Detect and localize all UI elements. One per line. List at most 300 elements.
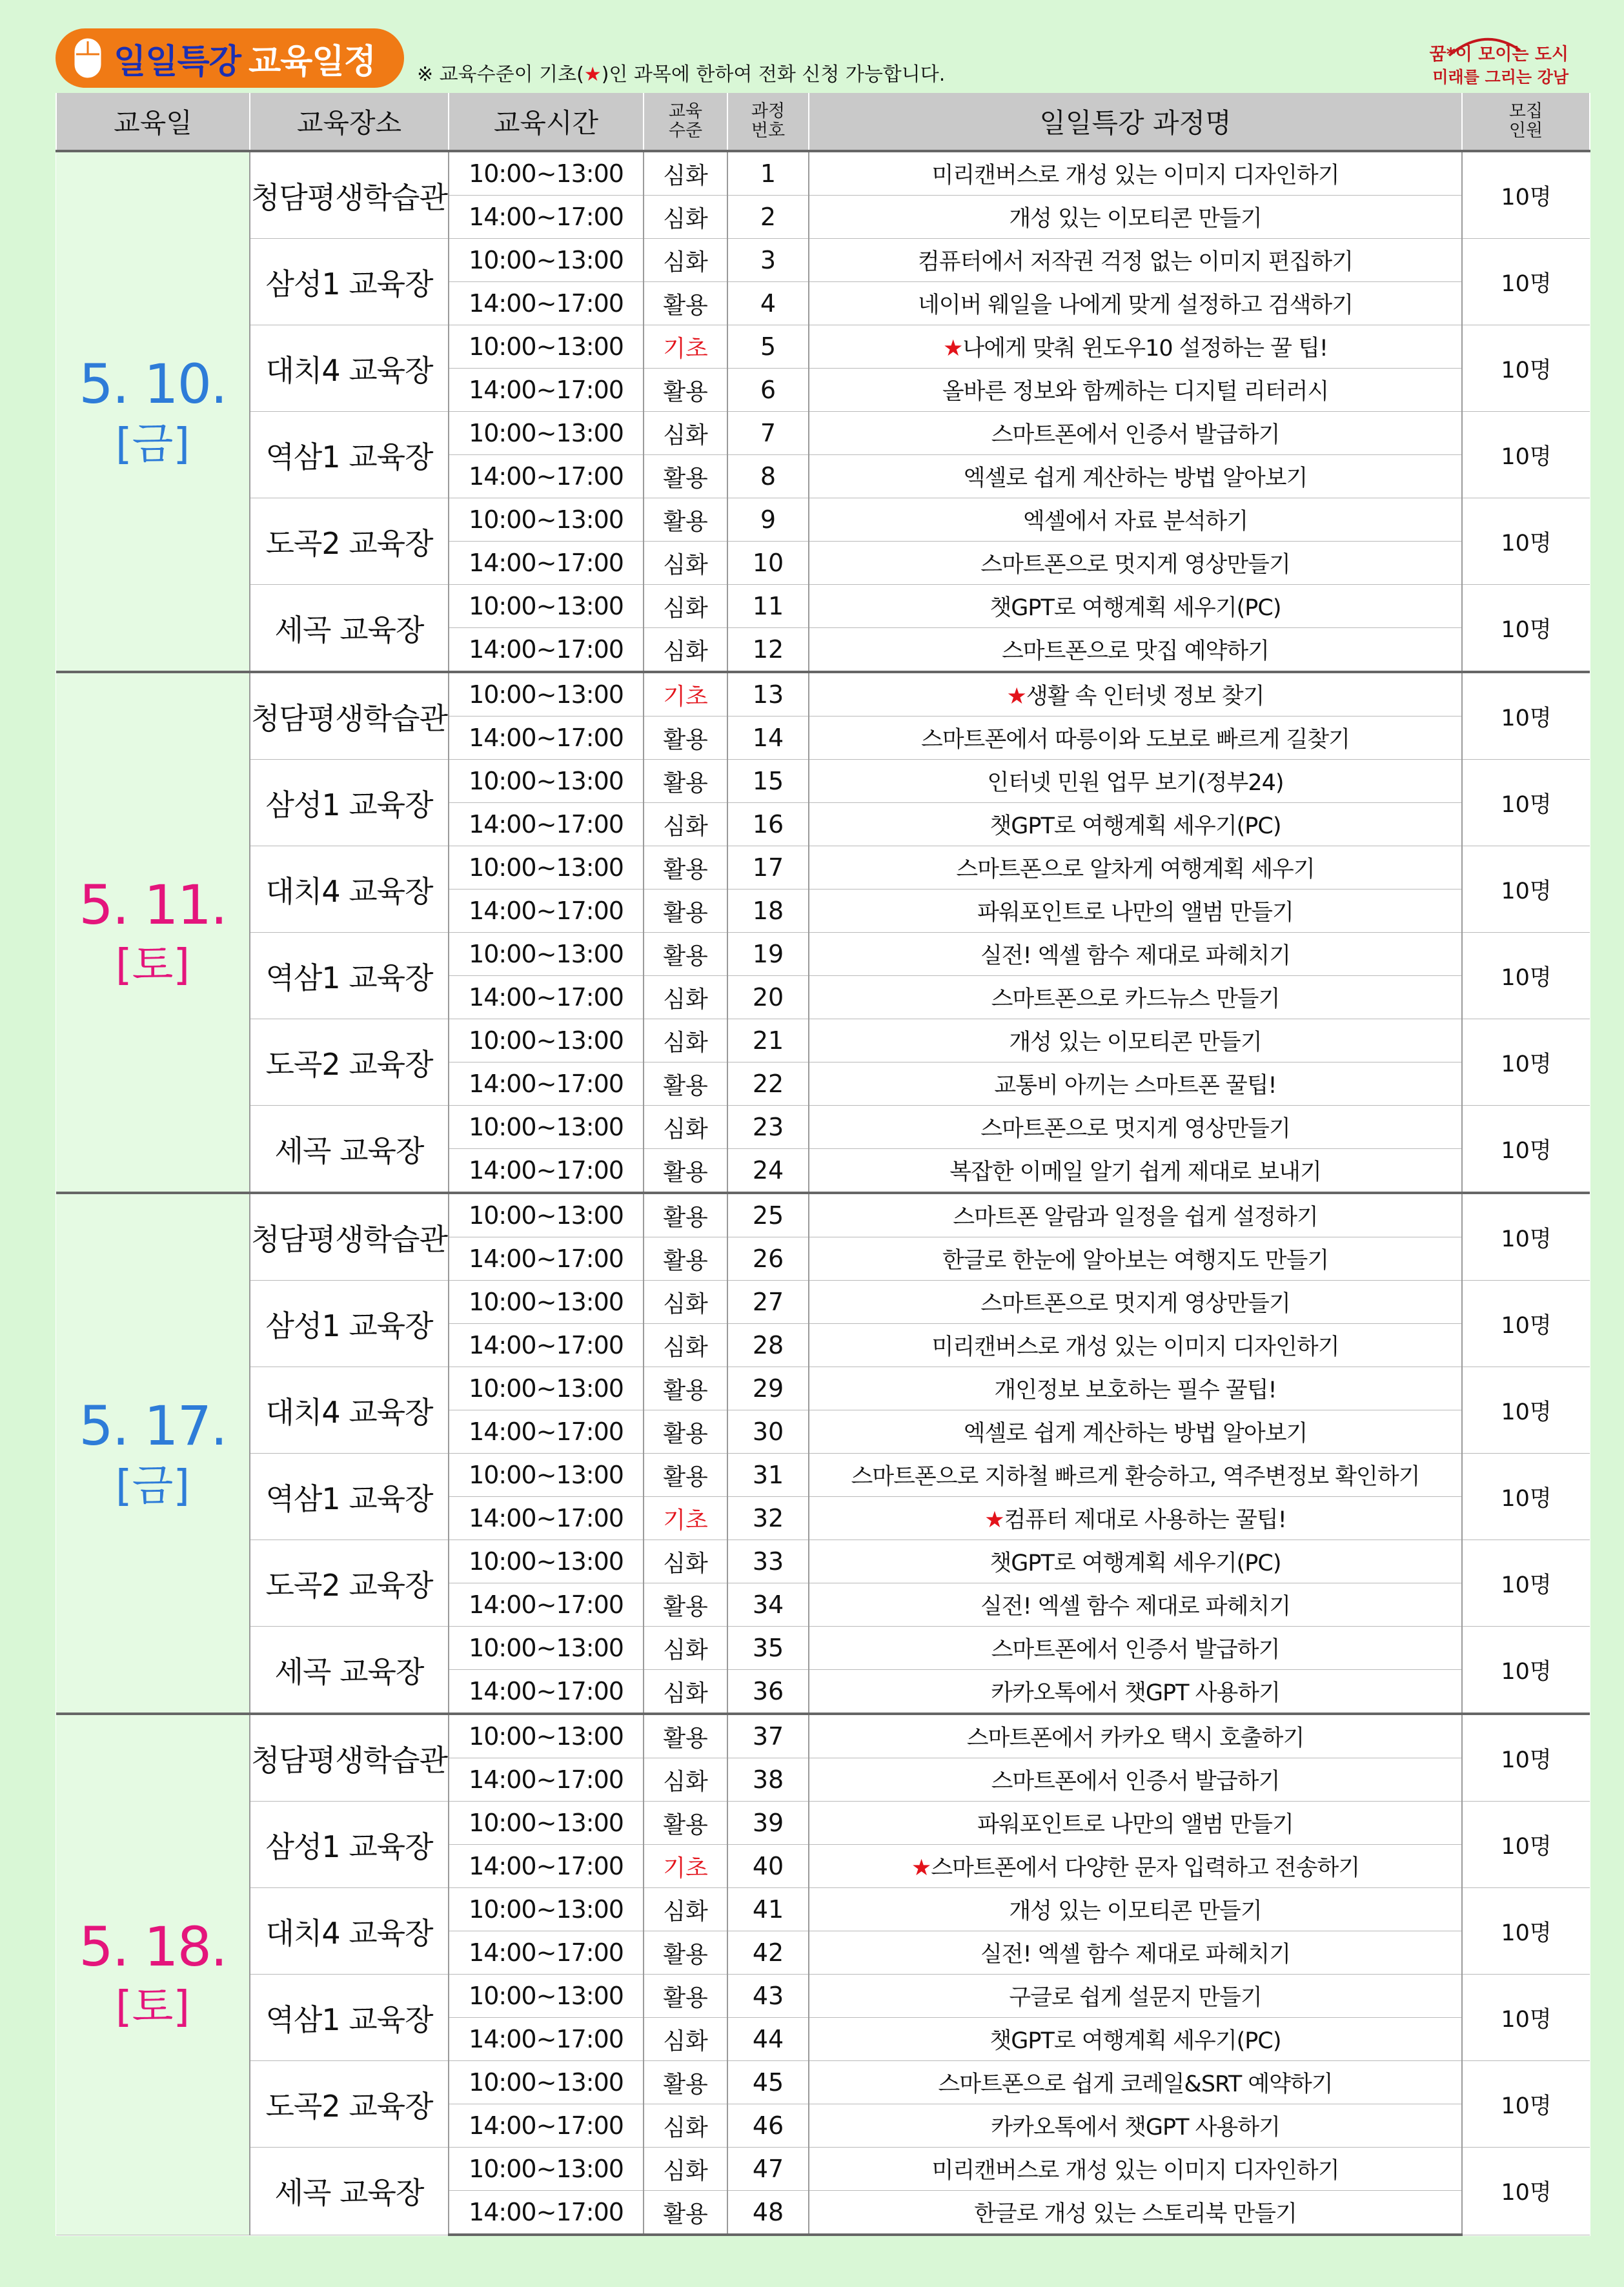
- table-row: [56, 1454, 1590, 1497]
- date-cell: [56, 1193, 250, 1714]
- course-name-cell: [809, 803, 1462, 846]
- course-number-cell: 26: [727, 1237, 809, 1281]
- course-number-cell: 12: [727, 628, 809, 673]
- course-title: 스마트폰에서 따릉이와 도보로 빠르게 길찾기: [921, 727, 1350, 753]
- capacity-cell: 10명: [1462, 1540, 1590, 1627]
- course-number-cell: 23: [727, 1106, 809, 1149]
- time-cell: 14:00~17:00: [449, 1845, 644, 1888]
- capacity-cell: 10명: [1462, 585, 1590, 673]
- course-number-cell: 15: [727, 760, 809, 803]
- venue-cell: 대치4 교육장: [250, 1367, 449, 1454]
- course-number-cell: 20: [727, 976, 809, 1019]
- course-title: 실전! 엑셀 함수 제대로 파헤치기: [980, 1942, 1291, 1967]
- title-part1: 일일특강: [114, 42, 241, 81]
- course-number-cell: 6: [727, 369, 809, 412]
- course-name-cell: [809, 239, 1462, 282]
- weekday-label: [토]: [115, 1982, 190, 2032]
- course-name-cell: [809, 369, 1462, 412]
- capacity-cell: 10명: [1462, 1975, 1590, 2061]
- course-number-cell: 47: [727, 2148, 809, 2191]
- capacity-cell: 10명: [1462, 1106, 1590, 1194]
- venue-cell: 삼성1 교육장: [250, 239, 449, 325]
- course-title: 생활 속 인터넷 정보 찾기: [1026, 684, 1264, 709]
- level-cell: 활용: [644, 369, 727, 412]
- time-cell: 10:00~13:00: [449, 1281, 644, 1324]
- time-cell: 10:00~13:00: [449, 1106, 644, 1149]
- course-title: 스마트폰에서 인증서 발급하기: [991, 422, 1280, 448]
- table-row: [56, 760, 1590, 803]
- level-cell: 심화: [644, 196, 727, 239]
- venue-cell: 도곡2 교육장: [250, 2061, 449, 2148]
- course-title: 개성 있는 이모티콘 만들기: [1009, 206, 1262, 232]
- course-number-cell: 48: [727, 2191, 809, 2235]
- course-name-cell: [809, 1019, 1462, 1062]
- course-number-cell: 14: [727, 717, 809, 760]
- course-title: 엑셀로 쉽게 계산하는 방법 알아보기: [963, 465, 1308, 491]
- course-name-cell: [809, 151, 1462, 196]
- level-cell: 심화: [644, 628, 727, 673]
- level-cell: 활용: [644, 1802, 727, 1845]
- course-name-cell: [809, 282, 1462, 325]
- table-row: [56, 672, 1590, 717]
- course-title: 한글로 개성 있는 스토리북 만들기: [974, 2201, 1297, 2227]
- level-cell: 활용: [644, 1149, 727, 1194]
- table-row: [56, 846, 1590, 889]
- level-cell: 활용: [644, 1975, 727, 2018]
- level-cell: 기초: [644, 672, 727, 717]
- course-name-cell: [809, 1367, 1462, 1410]
- level-cell: 활용: [644, 498, 727, 542]
- course-title: 복잡한 이메일 알기 쉽게 제대로 보내기: [949, 1159, 1321, 1185]
- title-banner: [56, 28, 404, 88]
- venue-cell: 도곡2 교육장: [250, 1019, 449, 1106]
- course-name-cell: [809, 889, 1462, 933]
- course-name-cell: [809, 542, 1462, 585]
- course-number-cell: 31: [727, 1454, 809, 1497]
- course-number-cell: 24: [727, 1149, 809, 1194]
- table-row: [56, 585, 1590, 628]
- level-cell: 기초: [644, 1497, 727, 1540]
- table-row: [56, 498, 1590, 542]
- course-number-cell: 10: [727, 542, 809, 585]
- course-title: 컴퓨터에서 저작권 걱정 없는 이미지 편집하기: [917, 249, 1354, 275]
- course-number-cell: 5: [727, 325, 809, 369]
- time-cell: 10:00~13:00: [449, 1975, 644, 2018]
- course-title: 개성 있는 이모티콘 만들기: [1009, 1898, 1262, 1924]
- level-cell: 활용: [644, 889, 727, 933]
- course-title: 스마트폰으로 멋지게 영상만들기: [980, 1291, 1290, 1317]
- level-cell: 활용: [644, 1367, 727, 1410]
- course-title: 실전! 엑셀 함수 제대로 파헤치기: [980, 943, 1291, 969]
- time-cell: 10:00~13:00: [449, 846, 644, 889]
- logo-line2: 미래를 그리는 강남: [1432, 68, 1568, 86]
- course-number-cell: 44: [727, 2018, 809, 2061]
- venue-cell: 도곡2 교육장: [250, 1540, 449, 1627]
- time-cell: 14:00~17:00: [449, 542, 644, 585]
- course-number-cell: 30: [727, 1410, 809, 1454]
- time-cell: 14:00~17:00: [449, 196, 644, 239]
- capacity-cell: 10명: [1462, 239, 1590, 325]
- time-cell: 14:00~17:00: [449, 717, 644, 760]
- basic-star-icon: ★: [1006, 684, 1026, 709]
- level-cell: 심화: [644, 151, 727, 196]
- date-label: 5. 10.: [79, 352, 227, 416]
- course-name-cell: [809, 628, 1462, 673]
- capacity-cell: 10명: [1462, 151, 1590, 239]
- time-cell: 14:00~17:00: [449, 1758, 644, 1802]
- time-cell: 10:00~13:00: [449, 1802, 644, 1845]
- col-time-header: 교육시간: [449, 93, 644, 151]
- table-row: [56, 412, 1590, 455]
- course-name-cell: [809, 2061, 1462, 2104]
- time-cell: 10:00~13:00: [449, 760, 644, 803]
- course-number-cell: 2: [727, 196, 809, 239]
- course-title: 스마트폰에서 카카오 택시 호출하기: [966, 1725, 1304, 1751]
- course-name-cell: [809, 1193, 1462, 1237]
- time-cell: 14:00~17:00: [449, 1497, 644, 1540]
- table-row: [56, 151, 1590, 196]
- level-cell: 심화: [644, 585, 727, 628]
- basic-star-icon: ★: [984, 1507, 1004, 1533]
- course-number-cell: 32: [727, 1497, 809, 1540]
- course-number-cell: 41: [727, 1888, 809, 1931]
- course-title: 컴퓨터 제대로 사용하는 꿀팁!: [1004, 1507, 1286, 1533]
- capacity-cell: 10명: [1462, 1627, 1590, 1714]
- course-title: 파워포인트로 나만의 앨범 만들기: [977, 900, 1294, 926]
- course-name-cell: [809, 1062, 1462, 1106]
- course-number-cell: 3: [727, 239, 809, 282]
- time-cell: 14:00~17:00: [449, 1324, 644, 1367]
- venue-cell: 삼성1 교육장: [250, 1802, 449, 1888]
- time-cell: 10:00~13:00: [449, 1888, 644, 1931]
- level-cell: 심화: [644, 976, 727, 1019]
- course-title: 스마트폰으로 멋지게 영상만들기: [980, 552, 1290, 578]
- gangnam-logo: [1375, 31, 1568, 89]
- time-cell: 10:00~13:00: [449, 239, 644, 282]
- course-title: 구글로 쉽게 설문지 만들기: [1009, 1985, 1262, 2011]
- course-name-cell: [809, 412, 1462, 455]
- course-title: 스마트폰 알람과 일정을 쉽게 설정하기: [953, 1204, 1318, 1230]
- table-row: [56, 1281, 1590, 1324]
- course-title: 엑셀로 쉽게 계산하는 방법 알아보기: [963, 1421, 1308, 1447]
- venue-cell: 삼성1 교육장: [250, 760, 449, 846]
- course-number-cell: 8: [727, 455, 809, 498]
- table-row: [56, 1888, 1590, 1931]
- time-cell: 10:00~13:00: [449, 672, 644, 717]
- level-cell: 심화: [644, 542, 727, 585]
- capacity-cell: 10명: [1462, 1281, 1590, 1367]
- course-name-cell: [809, 1324, 1462, 1367]
- venue-cell: 세곡 교육장: [250, 2148, 449, 2235]
- course-number-cell: 16: [727, 803, 809, 846]
- time-cell: 14:00~17:00: [449, 803, 644, 846]
- time-cell: 10:00~13:00: [449, 1019, 644, 1062]
- time-cell: 10:00~13:00: [449, 933, 644, 976]
- capacity-cell: 10명: [1462, 498, 1590, 585]
- course-name-cell: [809, 1540, 1462, 1583]
- time-cell: 10:00~13:00: [449, 1193, 644, 1237]
- level-cell: 심화: [644, 2148, 727, 2191]
- level-cell: 활용: [644, 1583, 727, 1627]
- logo-line1: 꿈*이 모이는 도시: [1429, 45, 1568, 65]
- course-name-cell: [809, 976, 1462, 1019]
- level-cell: 활용: [644, 1714, 727, 1758]
- level-cell: 심화: [644, 1019, 727, 1062]
- course-title: 미리캔버스로 개성 있는 이미지 디자인하기: [931, 163, 1339, 188]
- capacity-cell: 10명: [1462, 2148, 1590, 2235]
- time-cell: 14:00~17:00: [449, 2018, 644, 2061]
- venue-cell: 청담평생학습관: [250, 672, 449, 760]
- venue-cell: 역삼1 교육장: [250, 1975, 449, 2061]
- time-cell: 10:00~13:00: [449, 1627, 644, 1670]
- date-cell: [56, 1714, 250, 2235]
- level-cell: 심화: [644, 239, 727, 282]
- capacity-cell: 10명: [1462, 1454, 1590, 1540]
- course-name-cell: [809, 325, 1462, 369]
- course-title: 스마트폰으로 지하철 빠르게 환승하고, 역주변정보 확인하기: [851, 1464, 1420, 1490]
- date-cell: [56, 672, 250, 1193]
- capacity-cell: 10명: [1462, 1019, 1590, 1106]
- course-name-cell: [809, 2148, 1462, 2191]
- course-name-cell: [809, 2018, 1462, 2061]
- course-title: 스마트폰으로 쉽게 코레일&SRT 예약하기: [938, 2071, 1333, 2097]
- time-cell: 14:00~17:00: [449, 1062, 644, 1106]
- col-level-header: 교육 수준: [644, 93, 727, 151]
- course-number-cell: 34: [727, 1583, 809, 1627]
- course-number-cell: 40: [727, 1845, 809, 1888]
- level-cell: 활용: [644, 717, 727, 760]
- course-name-cell: [809, 1281, 1462, 1324]
- course-title: 스마트폰에서 인증서 발급하기: [991, 1637, 1280, 1663]
- course-title: 챗GPT로 여행계획 세우기(PC): [990, 1550, 1281, 1576]
- course-title: 스마트폰으로 카드뉴스 만들기: [991, 986, 1280, 1012]
- time-cell: 10:00~13:00: [449, 2148, 644, 2191]
- course-title: 스마트폰으로 맛집 예약하기: [1002, 638, 1269, 664]
- capacity-cell: 10명: [1462, 933, 1590, 1019]
- course-name-cell: [809, 1931, 1462, 1975]
- date-cell: [56, 151, 250, 672]
- col-venue-header: 교육장소: [250, 93, 449, 151]
- venue-cell: 삼성1 교육장: [250, 1281, 449, 1367]
- course-number-cell: 17: [727, 846, 809, 889]
- level-cell: 심화: [644, 2018, 727, 2061]
- capacity-cell: 10명: [1462, 1714, 1590, 1802]
- capacity-cell: 10명: [1462, 1802, 1590, 1888]
- course-name-cell: [809, 846, 1462, 889]
- course-number-cell: 46: [727, 2104, 809, 2148]
- venue-cell: 세곡 교육장: [250, 585, 449, 673]
- time-cell: 14:00~17:00: [449, 1670, 644, 1714]
- course-number-cell: 4: [727, 282, 809, 325]
- course-name-cell: [809, 1802, 1462, 1845]
- course-name-cell: [809, 2191, 1462, 2235]
- table-row: [56, 1193, 1590, 1237]
- course-name-cell: [809, 1888, 1462, 1931]
- course-name-cell: [809, 1106, 1462, 1149]
- capacity-cell: 10명: [1462, 672, 1590, 760]
- table-row: [56, 2061, 1590, 2104]
- level-cell: 심화: [644, 1281, 727, 1324]
- course-title: 챗GPT로 여행계획 세우기(PC): [990, 2028, 1281, 2054]
- table-row: [56, 1540, 1590, 1583]
- schedule-table: [56, 93, 1590, 2236]
- course-title: 실전! 엑셀 함수 제대로 파헤치기: [980, 1594, 1291, 1620]
- course-title: 카카오톡에서 챗GPT 사용하기: [991, 1680, 1280, 1706]
- level-cell: 심화: [644, 1670, 727, 1714]
- time-cell: 14:00~17:00: [449, 628, 644, 673]
- time-cell: 10:00~13:00: [449, 1714, 644, 1758]
- table-row: [56, 1019, 1590, 1062]
- col-date-header: 교육일: [56, 93, 250, 151]
- level-cell: 활용: [644, 1410, 727, 1454]
- table-row: [56, 325, 1590, 369]
- level-cell: 활용: [644, 2061, 727, 2104]
- date-label: 5. 18.: [79, 1915, 227, 1979]
- course-title: 카카오톡에서 챗GPT 사용하기: [991, 2115, 1280, 2140]
- course-number-cell: 7: [727, 412, 809, 455]
- basic-star-icon: ★: [911, 1855, 931, 1881]
- course-number-cell: 9: [727, 498, 809, 542]
- notice-star: ★: [584, 63, 602, 86]
- venue-cell: 대치4 교육장: [250, 325, 449, 412]
- level-cell: 심화: [644, 1106, 727, 1149]
- course-name-cell: [809, 1149, 1462, 1194]
- course-title: 나에게 맞춰 윈도우10 설정하는 꿀 팁!: [962, 336, 1328, 361]
- course-number-cell: 45: [727, 2061, 809, 2104]
- course-name-cell: [809, 672, 1462, 717]
- table-row: [56, 1627, 1590, 1670]
- time-cell: 14:00~17:00: [449, 889, 644, 933]
- level-cell: 활용: [644, 1454, 727, 1497]
- course-number-cell: 18: [727, 889, 809, 933]
- level-cell: 활용: [644, 1062, 727, 1106]
- time-cell: 14:00~17:00: [449, 1149, 644, 1194]
- venue-cell: 역삼1 교육장: [250, 412, 449, 498]
- level-cell: 심화: [644, 1888, 727, 1931]
- course-name-cell: [809, 585, 1462, 628]
- col-number-header: 과정 번호: [727, 93, 809, 151]
- level-cell: 활용: [644, 1237, 727, 1281]
- course-name-cell: [809, 1975, 1462, 2018]
- venue-cell: 역삼1 교육장: [250, 933, 449, 1019]
- level-cell: 심화: [644, 1324, 727, 1367]
- course-name-cell: [809, 455, 1462, 498]
- course-number-cell: 1: [727, 151, 809, 196]
- course-name-cell: [809, 933, 1462, 976]
- course-title: 개인정보 보호하는 필수 꿀팁!: [994, 1377, 1277, 1403]
- level-cell: 활용: [644, 282, 727, 325]
- capacity-cell: 10명: [1462, 325, 1590, 412]
- time-cell: 10:00~13:00: [449, 498, 644, 542]
- course-number-cell: 43: [727, 1975, 809, 2018]
- course-title: 교통비 아끼는 스마트폰 꿀팁!: [994, 1073, 1277, 1099]
- course-number-cell: 42: [727, 1931, 809, 1975]
- notice-after: )인 과목에 한하여 전화 신청 가능합니다.: [601, 63, 946, 86]
- course-title: 미리캔버스로 개성 있는 이미지 디자인하기: [931, 1334, 1339, 1360]
- table-row: [56, 1367, 1590, 1410]
- course-number-cell: 28: [727, 1324, 809, 1367]
- course-name-cell: [809, 196, 1462, 239]
- date-label: 5. 17.: [79, 1394, 227, 1458]
- table-row: [56, 1802, 1590, 1845]
- course-number-cell: 13: [727, 672, 809, 717]
- level-cell: 심화: [644, 1758, 727, 1802]
- course-number-cell: 25: [727, 1193, 809, 1237]
- level-cell: 활용: [644, 760, 727, 803]
- course-name-cell: [809, 1714, 1462, 1758]
- course-title: 파워포인트로 나만의 앨범 만들기: [977, 1812, 1294, 1838]
- level-cell: 활용: [644, 2191, 727, 2235]
- weekday-label: [금]: [115, 1460, 190, 1510]
- level-cell: 활용: [644, 1931, 727, 1975]
- course-name-cell: [809, 1410, 1462, 1454]
- capacity-cell: 10명: [1462, 1367, 1590, 1454]
- date-label: 5. 11.: [79, 873, 227, 937]
- time-cell: 14:00~17:00: [449, 369, 644, 412]
- table-row: [56, 239, 1590, 282]
- venue-cell: 세곡 교육장: [250, 1106, 449, 1194]
- time-cell: 10:00~13:00: [449, 1454, 644, 1497]
- course-title: 인터넷 민원 업무 보기(정부24): [987, 770, 1284, 796]
- course-title: 스마트폰에서 다양한 문자 입력하고 전송하기: [931, 1855, 1360, 1881]
- time-cell: 14:00~17:00: [449, 1931, 644, 1975]
- course-name-cell: [809, 2104, 1462, 2148]
- course-name-cell: [809, 1845, 1462, 1888]
- course-title: 네이버 웨일을 나에게 맞게 설정하고 검색하기: [917, 292, 1354, 318]
- time-cell: 10:00~13:00: [449, 1540, 644, 1583]
- course-number-cell: 19: [727, 933, 809, 976]
- course-number-cell: 35: [727, 1627, 809, 1670]
- level-cell: 활용: [644, 933, 727, 976]
- course-number-cell: 33: [727, 1540, 809, 1583]
- page-header: [56, 25, 1568, 92]
- course-number-cell: 21: [727, 1019, 809, 1062]
- course-number-cell: 27: [727, 1281, 809, 1324]
- course-name-cell: [809, 1758, 1462, 1802]
- time-cell: 14:00~17:00: [449, 976, 644, 1019]
- capacity-cell: 10명: [1462, 1888, 1590, 1975]
- venue-cell: 대치4 교육장: [250, 846, 449, 933]
- venue-cell: 청담평생학습관: [250, 1714, 449, 1802]
- schedule-body: [56, 151, 1590, 2235]
- time-cell: 10:00~13:00: [449, 1367, 644, 1410]
- mouse-icon: [74, 37, 102, 79]
- table-row: [56, 933, 1590, 976]
- title-part2: 교육일정: [248, 42, 376, 81]
- weekday-label: [토]: [115, 939, 190, 990]
- level-cell: 심화: [644, 412, 727, 455]
- course-title: 엑셀에서 자료 분석하기: [1022, 509, 1248, 534]
- course-number-cell: 11: [727, 585, 809, 628]
- level-cell: 활용: [644, 455, 727, 498]
- course-number-cell: 36: [727, 1670, 809, 1714]
- level-cell: 기초: [644, 325, 727, 369]
- course-title: 한글로 한눈에 알아보는 여행지도 만들기: [942, 1248, 1329, 1274]
- time-cell: 14:00~17:00: [449, 2191, 644, 2235]
- course-name-cell: [809, 1497, 1462, 1540]
- course-number-cell: 37: [727, 1714, 809, 1758]
- weekday-label: [금]: [115, 418, 190, 469]
- course-name-cell: [809, 760, 1462, 803]
- table-row: [56, 2148, 1590, 2191]
- course-number-cell: 22: [727, 1062, 809, 1106]
- course-name-cell: [809, 1627, 1462, 1670]
- course-name-cell: [809, 1237, 1462, 1281]
- table-row: [56, 1714, 1590, 1758]
- time-cell: 10:00~13:00: [449, 2061, 644, 2104]
- venue-cell: 역삼1 교육장: [250, 1454, 449, 1540]
- notice-text: [417, 58, 945, 86]
